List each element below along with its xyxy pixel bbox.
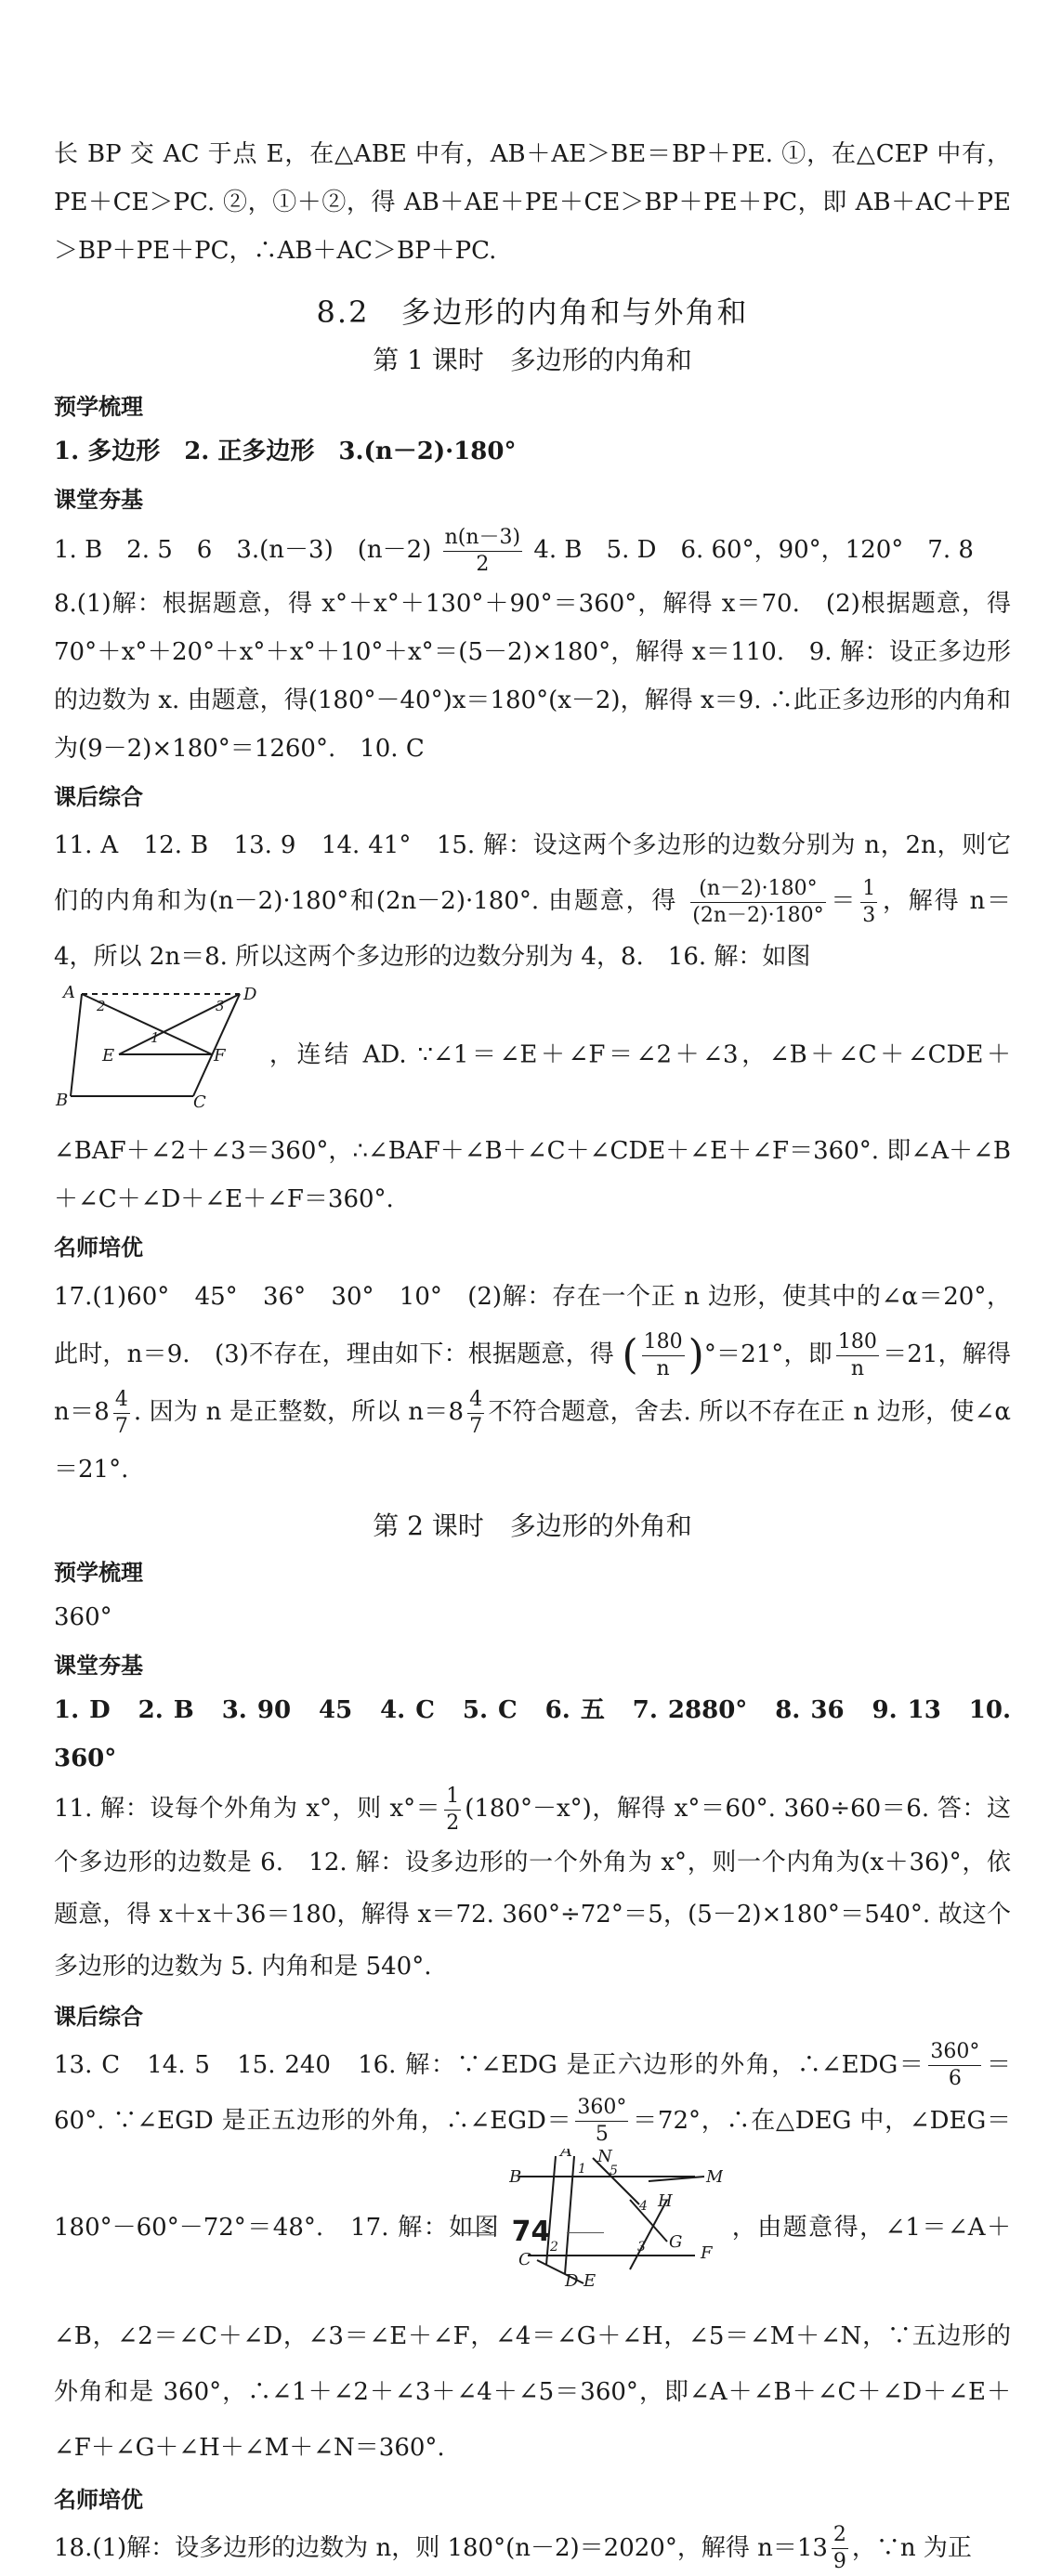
- lesson1-q8-q10: 8.(1)解：根据题意，得 x°＋x°＋130°＋90°＝360°，解得 x＝70. (2)根据题意，得 70°＋x°＋20°＋x°＋x°＋10°＋x°＝(5－2)×180°，解得 x＝110. 9. 解：设正多边形的边数为 x. 由题意，得(180°－40°)x＝180°(x－2)，解得 x＝9. ∴此正多边形的内角和为(9－2)×180°＝1260°. 10. C: [54, 590, 1011, 763]
- lesson1-class-answers: 1. B 2. 5 6 3.(n－3) (n－2) $\frac{n(n-3)}{2}$ 4. B 5. D 6. 60°，90°，120° 7. 8: [54, 525, 974, 576]
- fig16-label-1: 1: [151, 1029, 160, 1046]
- lesson1-title: 第 1 课时 多边形的内角和: [373, 345, 692, 375]
- section-title: 8.2 多边形的内角和与外角和: [316, 294, 749, 330]
- fig16-label-D: D: [243, 985, 257, 1004]
- fraction: $\frac{1}{3}$: [862, 876, 876, 927]
- lesson2-q13-q17: 13. C 14. 5 15. 240 16. 解：∵∠EDG 是正六边形的外角，∴∠EDG＝ $\frac{360^\circ}{6}$ ＝60°. ∵∠EGD 是正五边形的外角，∴∠EGD＝ $\frac{360^\circ}{5}$ ＝72°，∴在△DEG 中，∠DEG＝180°－60°－72°＝48°. 17. 解：如图 A B N M H G F E D C 1 2 3 4 5 ，由题意得，∠1＝∠A＋∠B，∠2＝∠C＋∠D，∠3＝∠E＋∠F，∠4＝∠G＋∠H，∠5＝∠M＋∠N，∵五边形的外角和是 360°，∴∠1＋∠2＋∠3＋∠4＋∠5＝360°，即∠A＋∠B＋∠C＋∠D＋∠E＋∠F＋∠G＋∠H＋∠M＋∠N＝360°.: [54, 2040, 1012, 2462]
- fig16-label-B: B: [56, 1091, 69, 1110]
- fig17-label-F: F: [700, 2243, 713, 2263]
- lesson2-q18: 18.(1)解：设多边形的边数为 n，则 180°(n－2)＝2020°，解得 n＝13 $\frac{2}{9}$ ，∵n 为正: [54, 2523, 972, 2573]
- fraction: $\frac{n(n-3)}{2}$: [444, 525, 521, 576]
- fig16-label-A: A: [63, 985, 75, 1002]
- lesson1-preview-answers: 1. 多边形 2. 正多边形 3.(n－2)·180°: [54, 438, 517, 465]
- lesson2-after-heading: 课后综合: [54, 2003, 143, 2030]
- lesson2-teacher-heading: 名师培优: [54, 2486, 143, 2513]
- mixed-fraction: $\frac{4}{7}$: [114, 1387, 128, 1438]
- fig17-label-3: 3: [636, 2239, 646, 2255]
- fig17-label-D: D: [564, 2270, 579, 2288]
- fig17-label-E: E: [583, 2270, 597, 2288]
- lesson2-preview-heading: 预学梳理: [54, 1560, 143, 1586]
- fraction: $\frac{180}{n}$: [837, 1329, 877, 1380]
- mixed-fraction: $\frac{2}{9}$: [833, 2523, 846, 2573]
- fraction: $\frac{360^\circ}{6}$: [930, 2040, 980, 2090]
- lesson1-q11-q16: 11. A 12. B 13. 9 14. 41° 15. 解：设这两个多边形的边数分别为 n，2n，则它们的内角和为(n－2)·180°和(2n－2)·180°. 由题意，得 $\frac{(n-2)\cdot 180^\circ}{(2n-2)\cdot 180^\circ}$ ＝ $\frac{1}{3}$ ，解得 n＝4，所以 2n＝8. 所以这两个多边形的边数分别为 4，8. 16. 解：如图: [54, 831, 1012, 971]
- lesson1-teacher-heading: 名师培优: [54, 1235, 143, 1261]
- intro-paragraph: 长 BP 交 AC 于点 E，在△ABE 中有，AB＋AE＞BE＝BP＋PE. ①，在△CEP 中有，PE＋CE＞PC. ②，①＋②，得 AB＋AE＋PE＋CE＞BP＋PE＋PC，即 AB＋AC＋PE＞BP＋PE＋PC，∴AB＋AC＞BP＋PC.: [54, 140, 1011, 265]
- divider: [458, 2232, 495, 2233]
- lesson1-q17: 17.(1)60° 45° 36° 30° 10° (2)解：存在一个正 n 边形，使其中的∠α＝20°，此时，n＝9. (3)不存在，理由如下：根据题意，得 ( $\frac{180}{n}$ )°＝21°，即 $\frac{180}{n}$ ＝21，解得 n＝8 $\frac{4}{7}$ . 因为 n 是正整数，所以 n＝8 $\frac{4}{7}$ 不符合题意，舍去. 所以不存在正 n 边形，使∠α＝21°.: [54, 1283, 1011, 1484]
- lesson2-class-answers: 1. D 2. B 3. 90 45 4. C 5. C 6. 五 7. 2880° 8. 36 9. 13 10. 360°: [54, 1696, 1011, 1772]
- fig17-label-G: G: [668, 2231, 683, 2252]
- fig16-label-E: E: [102, 1046, 115, 1066]
- fig16-label-2: 2: [97, 998, 106, 1014]
- fig17-label-B: B: [508, 2166, 522, 2187]
- fraction: $\frac{180}{n}$: [643, 1329, 683, 1380]
- fig16-label-3: 3: [216, 998, 225, 1014]
- lesson1-after-heading: 课后综合: [54, 784, 143, 810]
- fig17-label-M: M: [705, 2166, 723, 2187]
- lesson2-class-heading: 课堂夯基: [54, 1653, 143, 1679]
- fraction: $\frac{1}{2}$: [446, 1784, 460, 1835]
- lesson2-title: 第 2 课时 多边形的外角和: [373, 1510, 692, 1541]
- fig17-label-1: 1: [577, 2161, 586, 2177]
- lesson1-preview-heading: 预学梳理: [54, 394, 143, 420]
- answer-page: [54, 0, 1011, 2576]
- fig17-label-C: C: [518, 2249, 531, 2269]
- divider: [567, 2232, 604, 2233]
- fig16-label-C: C: [193, 1092, 206, 1110]
- page-number: 74: [0, 2216, 1062, 2248]
- fig17-label-H: H: [657, 2190, 673, 2211]
- fig17-label-A: A: [559, 2148, 572, 2161]
- fraction: $\frac{360^\circ}{5}$: [577, 2096, 627, 2146]
- figure-16: [54, 985, 258, 1127]
- lesson1-class-heading: 课堂夯基: [54, 487, 143, 513]
- fig17-label-4: 4: [638, 2198, 648, 2214]
- lesson1-q16-body: A D B C E F 1 2 3 ，连结 AD. ∵∠1＝∠E＋∠F＝∠2＋∠3，∠B＋∠C＋∠CDE＋∠BAF＋∠2＋∠3＝360°，∴∠BAF＋∠B＋∠C＋∠CDE＋∠E＋∠F＝360°. 即∠A＋∠B＋∠C＋∠D＋∠E＋∠F＝360°.: [54, 985, 1011, 1213]
- lesson2-preview-answers: 360°: [54, 1603, 112, 1631]
- fig17-label-N: N: [597, 2148, 612, 2166]
- mixed-fraction: $\frac{4}{7}$: [469, 1387, 483, 1438]
- fig17-label-2: 2: [549, 2239, 558, 2255]
- fig17-label-5: 5: [609, 2163, 618, 2178]
- fraction: $\frac{(n-2)\cdot 180^\circ}{(2n-2)\cdot 180^\circ}$: [692, 876, 824, 927]
- fig16-label-F: F: [214, 1046, 226, 1066]
- lesson2-q11-q12: 11. 解：设每个外角为 x°，则 x°＝ $\frac{1}{2}$ (180°－x°)，解得 x°＝60°. 360÷60＝6. 答：这个多边形的边数是 6. 12. 解：设多边形的一个外角为 x°，则一个内角为(x＋36)°，依题意，得 x＋x＋36＝180，解得 x＝72. 360°÷72°＝5，(5－2)×180°＝540°. 故这个多边形的边数为 5. 内角和是 540°.: [54, 1784, 1011, 1981]
